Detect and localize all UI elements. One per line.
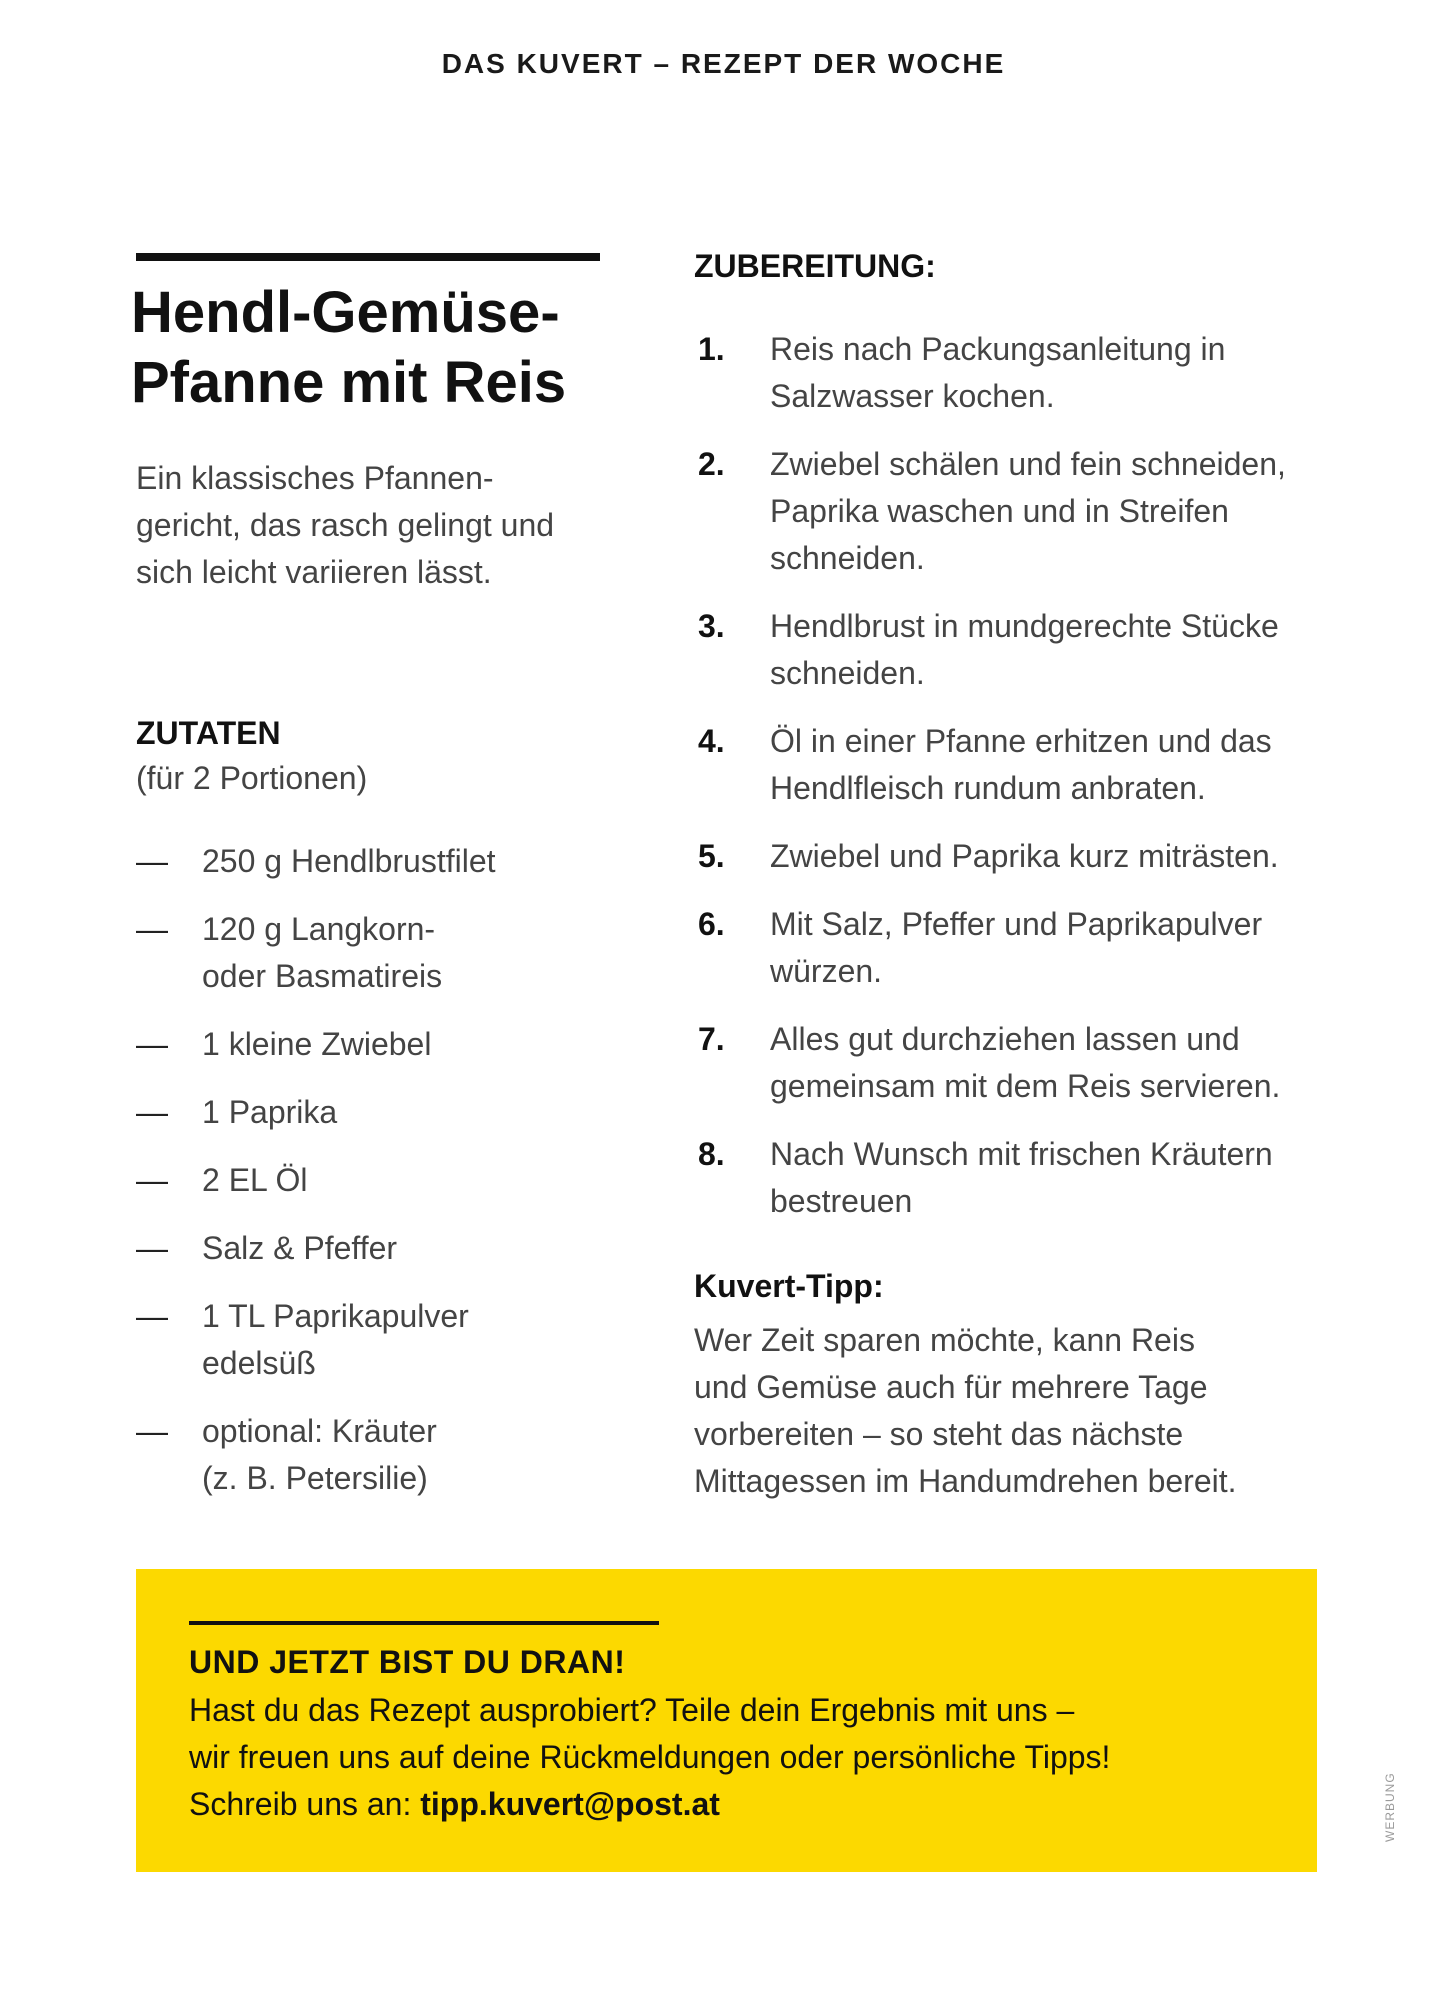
ingredient-item: [136, 906, 636, 1000]
dash-bullet: —: [136, 843, 168, 879]
cta-line-3: [189, 1781, 1289, 1828]
ingredient-text: 120 g Langkorn- oder Basmatireis: [202, 911, 443, 994]
step-text: Nach Wunsch mit frischen Kräutern bestreuen: [770, 1136, 1273, 1219]
cta-prefix: Schreib uns an:: [189, 1786, 421, 1822]
tip-heading: Kuvert-Tipp:: [694, 1268, 884, 1304]
step-item: [694, 1131, 1354, 1225]
dash-bullet: —: [136, 1094, 168, 1130]
intro-line-2: gericht, das rasch gelingt und: [136, 507, 555, 543]
preparation-steps: [694, 326, 1354, 1246]
step-text: Öl in einer Pfanne erhitzen und das Hendlfleisch rundum anbraten.: [770, 723, 1272, 806]
step-number: 2.: [698, 446, 725, 482]
ingredient-item: [136, 1157, 636, 1204]
step-text: Mit Salz, Pfeffer und Paprikapulver würzen.: [770, 906, 1263, 989]
intro-line-3: sich leicht variieren lässt.: [136, 554, 492, 590]
step-item: [694, 603, 1354, 697]
step-number: 7.: [698, 1021, 725, 1057]
step-text: Reis nach Packungsanleitung in Salzwasser kochen.: [770, 331, 1226, 414]
step-text: Zwiebel schälen und fein schneiden, Paprika waschen und in Streifen schneiden.: [770, 446, 1286, 576]
step-item: [694, 441, 1354, 582]
dash-bullet: —: [136, 1230, 168, 1266]
ingredient-text: 250 g Hendlbrustfilet: [202, 843, 496, 879]
step-text: Zwiebel und Paprika kurz miträsten.: [770, 838, 1279, 874]
dash-bullet: —: [136, 1413, 168, 1449]
cta-line-2: wir freuen uns auf deine Rückmeldungen oder persönliche Tipps!: [189, 1739, 1111, 1775]
ingredient-item: [136, 838, 636, 885]
step-item: [694, 718, 1354, 812]
step-item: [694, 1016, 1354, 1110]
ingredient-item: [136, 1021, 636, 1068]
step-number: 6.: [698, 906, 725, 942]
step-text: Hendlbrust in mundgerechte Stücke schneiden.: [770, 608, 1279, 691]
recipe-title: [131, 278, 651, 418]
title-rule: [136, 253, 600, 261]
ingredient-item: [136, 1408, 636, 1502]
title-line-1: Hendl-Gemüse-: [131, 280, 560, 345]
cta-text: [189, 1687, 1289, 1828]
step-item: [694, 833, 1354, 880]
step-number: 8.: [698, 1136, 725, 1172]
email-link[interactable]: tipp.kuvert@post.at: [420, 1786, 720, 1822]
step-number: 5.: [698, 838, 725, 874]
intro-line-1: Ein klassisches Pfannen-: [136, 460, 494, 496]
ingredients-heading: ZUTATEN: [136, 715, 281, 751]
ingredient-text: optional: Kräuter (z. B. Petersilie): [202, 1413, 437, 1496]
cta-line-1: Hast du das Rezept ausprobiert? Teile dein Ergebnis mit uns –: [189, 1692, 1075, 1728]
step-number: 3.: [698, 608, 725, 644]
title-line-2: Pfanne mit Reis: [131, 350, 567, 415]
ingredient-item: [136, 1089, 636, 1136]
step-text: Alles gut durchziehen lassen und gemeinsam mit dem Reis servieren.: [770, 1021, 1281, 1104]
werbung-label: WERBUNG: [1383, 1772, 1397, 1842]
cta-heading: UND JETZT BIST DU DRAN!: [189, 1644, 626, 1680]
call-to-action-box: [136, 1569, 1317, 1872]
dash-bullet: —: [136, 1162, 168, 1198]
preparation-heading: ZUBEREITUNG:: [694, 248, 936, 284]
step-item: [694, 326, 1354, 420]
dash-bullet: —: [136, 1026, 168, 1062]
ingredients-list: [136, 838, 636, 1523]
ingredient-item: [136, 1293, 636, 1387]
ingredient-text: 1 kleine Zwiebel: [202, 1026, 432, 1062]
ingredient-text: Salz & Pfeffer: [202, 1230, 398, 1266]
ingredient-item: [136, 1225, 636, 1272]
ingredient-text: 1 TL Paprikapulver edelsüß: [202, 1298, 469, 1381]
page-header: DAS KUVERT – REZEPT DER WOCHE: [441, 48, 1006, 79]
recipe-intro: [136, 455, 616, 596]
dash-bullet: —: [136, 1298, 168, 1334]
tip-text: Wer Zeit sparen möchte, kann Reis und Gemüse auch für mehrere Tage vorbereiten – so steht das nächste Mittagessen im Handumdrehen bereit.: [694, 1322, 1237, 1499]
step-number: 1.: [698, 331, 725, 367]
ingredient-text: 1 Paprika: [202, 1094, 338, 1130]
cta-rule: [189, 1621, 659, 1625]
step-number: 4.: [698, 723, 725, 759]
ingredient-text: 2 EL Öl: [202, 1162, 308, 1198]
step-item: [694, 901, 1354, 995]
ingredients-portions: (für 2 Portionen): [136, 760, 368, 796]
dash-bullet: —: [136, 911, 168, 947]
